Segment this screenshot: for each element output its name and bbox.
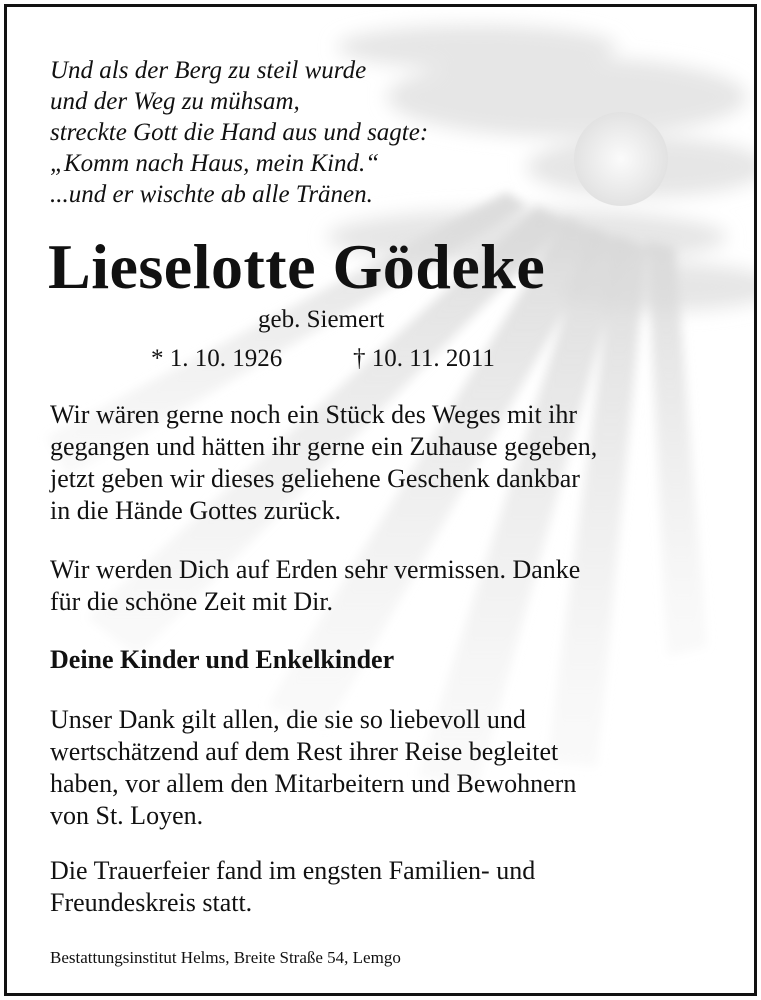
poem-line: „Komm nach Haus, mein Kind.“: [50, 150, 380, 177]
text-line: Wir wären gerne noch ein Stück des Weges mit ihr: [50, 400, 578, 429]
text-line: Freundeskreis statt.: [50, 888, 253, 917]
text-line: haben, vor allem den Mitarbeitern und Bewohnern: [50, 769, 577, 798]
poem: [50, 55, 428, 210]
deceased-name: Lieselotte Gödeke: [48, 231, 546, 302]
family-signature: Deine Kinder und Enkelkinder: [50, 645, 395, 674]
text-line: gegangen und hätten ihr gerne ein Zuhause gegeben,: [50, 432, 598, 461]
text-line: wertschätzend auf dem Rest ihrer Reise begleitet: [50, 737, 559, 766]
poem-line: streckte Gott die Hand aus und sagte:: [50, 119, 429, 146]
funeral-home-info: Bestattungsinstitut Helms, Breite Straße 54, Lemgo: [50, 948, 401, 967]
text-line: Wir werden Dich auf Erden sehr vermissen. Danke: [50, 555, 581, 584]
poem-line: Und als der Berg zu steil wurde: [50, 57, 367, 84]
text-line: für die schöne Zeit mit Dir.: [50, 587, 334, 616]
maiden-name: geb. Siemert: [258, 306, 385, 333]
text-line: in die Hände Gottes zurück.: [50, 496, 341, 525]
death-date: † 10. 11. 2011: [353, 345, 495, 372]
paragraph-thanks: [50, 704, 576, 832]
poem-line: ...und er wischte ab alle Tränen.: [50, 181, 373, 208]
text-line: Unser Dank gilt allen, die sie so liebevoll und: [50, 705, 526, 734]
poem-line: und der Weg zu mühsam,: [50, 88, 300, 115]
obituary-frame: [4, 4, 757, 996]
text-line: Die Trauerfeier fand im engsten Familien- und: [50, 856, 536, 885]
birth-date: * 1. 10. 1926: [151, 345, 283, 372]
paragraph-funeral-info: [50, 855, 535, 919]
paragraph-miss-you: [50, 554, 580, 618]
text-line: von St. Loyen.: [50, 801, 204, 830]
obituary-content: [7, 7, 757, 996]
paragraph-farewell: [50, 399, 597, 527]
text-line: jetzt geben wir dieses geliehene Geschenk dankbar: [50, 464, 580, 493]
